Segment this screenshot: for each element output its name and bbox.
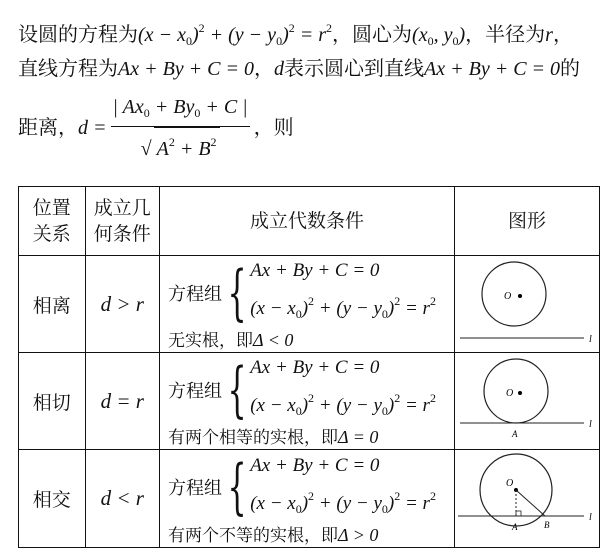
line-equation: Ax + By + C = 0 xyxy=(118,58,255,80)
brace-icon: { xyxy=(227,354,247,425)
relation-cell: 相离 xyxy=(19,256,86,353)
intro-text: 距离， xyxy=(18,115,78,139)
tangent-figure xyxy=(456,355,598,443)
header-relation: 位置 关系 xyxy=(19,187,86,256)
equation-system xyxy=(160,353,454,426)
table-row xyxy=(19,256,600,353)
eq-circle: $(x - x_0)^2 + (y - y_0)^2 = r^2$ xyxy=(250,294,436,321)
intro-text: 直线方程为 xyxy=(18,56,118,80)
intro-text: 表示圆心到直线 xyxy=(284,56,425,80)
figure-cell xyxy=(454,450,599,548)
relation-table xyxy=(18,186,600,548)
intro-text: ，圆心为 xyxy=(332,22,413,46)
brace-icon: { xyxy=(227,257,247,328)
circle-equation: $(x - x_0)^2 + (y - y_0)^2 = r^2$ xyxy=(138,21,333,48)
header-figure: 图形 xyxy=(454,187,599,256)
radius-symbol: r xyxy=(545,24,553,46)
system-label: 方程组 xyxy=(168,380,223,402)
svg-text:l: l xyxy=(588,512,592,523)
separate-figure xyxy=(456,258,598,346)
table-row xyxy=(19,450,600,548)
intro-paragraph xyxy=(18,8,603,160)
discriminant-note: 无实根，即Δ < 0 xyxy=(168,330,294,351)
discriminant-note: 有两个不等的实根，即Δ > 0 xyxy=(168,524,379,546)
eq-circle: $(x - x_0)^2 + (y - y_0)^2 = r^2$ xyxy=(250,391,436,418)
header-geometric: 成立几 何条件 xyxy=(85,187,159,256)
svg-text:A: A xyxy=(511,428,518,439)
svg-text:O: O xyxy=(503,290,512,302)
relation-cell: 相交 xyxy=(19,450,86,548)
equation-system xyxy=(160,256,454,329)
intersect-figure xyxy=(456,450,598,542)
distance-fraction xyxy=(111,94,250,163)
eq-line: Ax + By + C = 0 xyxy=(250,454,380,476)
table-row xyxy=(19,353,600,450)
condition-cell: d < r xyxy=(85,450,159,548)
intro-line-1 xyxy=(18,8,603,48)
eq-circle: $(x - x_0)^2 + (y - y_0)^2 = r^2$ xyxy=(250,488,436,516)
table-header-row xyxy=(19,187,600,256)
condition-cell: d > r xyxy=(85,256,159,353)
intro-text: ， xyxy=(552,22,573,46)
figure-cell xyxy=(454,256,599,353)
brace-icon: { xyxy=(227,452,247,522)
svg-text:B: B xyxy=(543,520,550,530)
algebraic-cell xyxy=(160,353,455,450)
intro-text: ，则 xyxy=(253,115,294,139)
condition-cell: d = r xyxy=(85,353,159,450)
svg-text:l: l xyxy=(588,418,592,430)
svg-text:A: A xyxy=(511,522,518,532)
header-algebraic: 成立代数条件 xyxy=(160,187,455,256)
svg-text:O: O xyxy=(505,387,514,399)
fraction-numerator: | $Ax_0 + By_0 + C$ | xyxy=(111,94,250,127)
intro-line-2 xyxy=(18,48,603,88)
intro-text: ， xyxy=(254,56,275,80)
eq-line: Ax + By + C = 0 xyxy=(250,260,380,281)
equation-system xyxy=(160,451,454,524)
algebraic-cell xyxy=(160,450,455,548)
circle-center: ($x_0$, $y_0$) xyxy=(412,24,466,48)
intro-text: ，半径为 xyxy=(465,22,546,46)
distance-symbol: d xyxy=(274,58,285,80)
intro-text: 的 xyxy=(560,56,581,80)
intro-line-3 xyxy=(18,94,603,160)
algebraic-cell xyxy=(160,256,455,353)
relation-cell: 相切 xyxy=(19,353,86,450)
line-equation: Ax + By + C = 0 xyxy=(424,58,561,80)
svg-text:l: l xyxy=(588,333,592,345)
figure-cell xyxy=(454,353,599,450)
fraction-denominator: √ $A^2 + B^2$ xyxy=(111,127,250,163)
eq-line: Ax + By + C = 0 xyxy=(250,357,380,378)
system-label: 方程组 xyxy=(168,478,223,499)
intro-text: 设圆的方程为 xyxy=(18,22,138,46)
system-label: 方程组 xyxy=(168,283,223,305)
distance-lhs: d = xyxy=(78,117,107,139)
discriminant-note: 有两个相等的实根，即Δ = 0 xyxy=(168,427,379,448)
svg-text:O: O xyxy=(505,478,514,489)
